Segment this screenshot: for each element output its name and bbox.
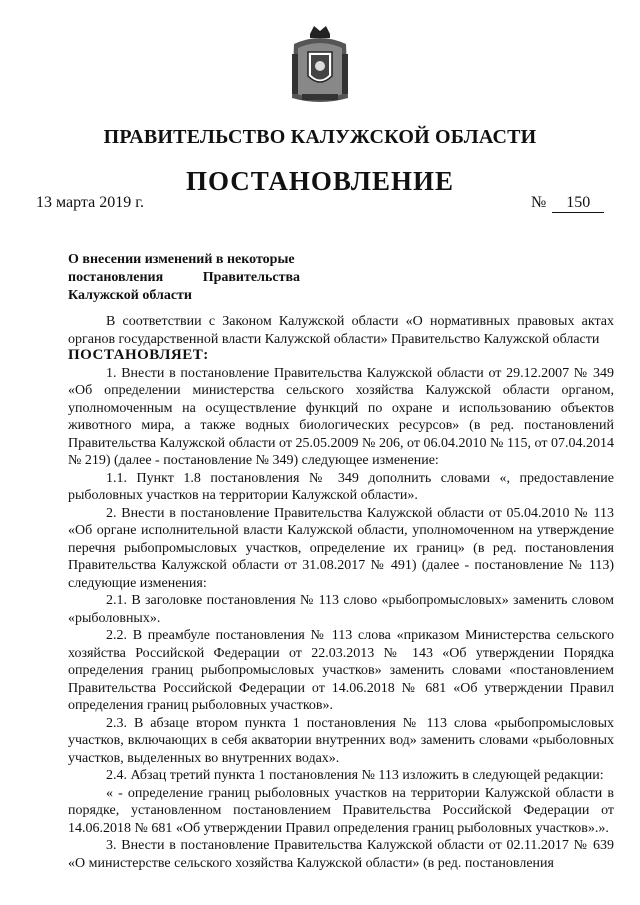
document-type-title: ПОСТАНОВЛЕНИЕ	[185, 166, 455, 196]
paragraph-1-1: 1.1. Пункт 1.8 постановления № 349 дополнить словами «, предоставление рыболовных участков на территории Калужской области».	[68, 470, 614, 503]
paragraph-2-4-quote: « - определение границ рыболовных участков на территории Калужской области в порядке, установленном постановлением Правительства Российской Федерации от 14.06.2018 № 681 «Об утверждении Правил определения границ рыболовных участков».».	[68, 785, 614, 836]
paragraph-3: 3. Внести в постановление Правительства Калужской области от 02.11.2017 № 639 «О министерстве сельского хозяйства Калужской области» (в ред. постановления	[68, 838, 614, 871]
number-value: 150	[552, 194, 604, 213]
paragraph-2-4: 2.4. Абзац третий пункта 1 постановления № 113 изложить в следующей редакции:	[106, 768, 604, 783]
document-subject	[68, 251, 300, 305]
number-label: №	[531, 194, 547, 211]
paragraph-2-3: 2.3. В абзаце втором пункта 1 постановления № 113 слова «рыбопромысловых участков, включающих в себя акватории внутренних вод» заменить словами «рыболовных участков, выделенных во внутренних водах».	[68, 715, 614, 766]
paragraph-2-1: 2.1. В заголовке постановления № 113 слово «рыбопромысловых» заменить словом «рыболовных».	[68, 593, 614, 626]
paragraph-1: 1. Внести в постановление Правительства Калужской области от 29.12.2007 № 349 «Об определении министерства сельского хозяйства Калужской области органом, уполномоченным на осуществление функций по охране и использованию объектов животного мира, а также водных биологических ресурсов» (в ред. постановлений Правительства Калужской области от 25.05.2009 № 206, от 06.04.2010 № 115, от 07.04.2014 № 219) (далее - постановление № 349) следующее изменение:	[68, 365, 614, 468]
document-body	[68, 313, 614, 872]
paragraph-2-2: 2.2. В преамбуле постановления № 113 слова «приказом Министерства сельского хозяйства Российской Федерации от 22.03.2013 № 143 «Об утверждении Порядка определения границ рыбопромысловых участков» заменить словами «постановлением Правительства Российской Федерации от 14.06.2018 № 681 «Об утверждении Правил определения границ рыболовных участков».	[68, 628, 614, 713]
document-date: 13 марта 2019 г.	[36, 194, 144, 211]
coat-of-arms-icon	[288, 24, 352, 106]
subject-line-2: постановления Правительства	[68, 270, 300, 285]
postanovlyaet-line	[68, 347, 614, 365]
postanovlyaet-heading: ПОСТАНОВЛЯЕТ:	[68, 347, 209, 363]
paragraph-2: 2. Внести в постановление Правительства Калужской области от 05.04.2010 № 113 «Об органе исполнительной власти Калужской области, уполномоченном на утверждение перечня рыбопромысловых участков, определение их границ» (в ред. постановления Правительства Калужской области от 31.08.2017 № 491) (далее - постановление № 113) следующие изменения:	[68, 505, 614, 591]
subject-line-1: О внесении изменений в некоторые	[68, 252, 295, 267]
document-number	[531, 194, 604, 213]
subject-line-3: Калужской области	[68, 288, 192, 303]
government-title: ПРАВИТЕЛЬСТВО КАЛУЖСКОЙ ОБЛАСТИ	[103, 126, 537, 148]
preamble-paragraph: В соответствии с Законом Калужской области «О нормативных правовых актах органов государственной власти Калужской области» Правительство Калужской области	[68, 314, 614, 347]
